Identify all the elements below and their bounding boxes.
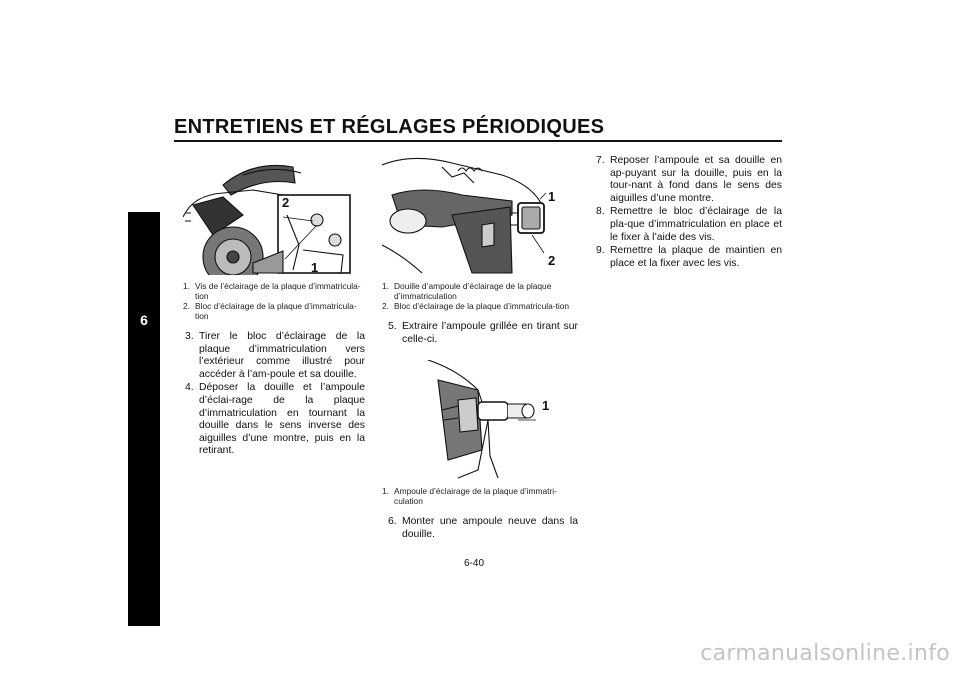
step-number: 4. xyxy=(185,382,194,394)
step-text: Tirer le bloc d’éclairage de la plaque d’immatriculation vers l’extérieur comme illustré pour accéder à l’am-poule et sa douille. xyxy=(199,331,365,380)
step-number: 5. xyxy=(388,321,397,332)
caption-number: 1. xyxy=(183,281,190,291)
figure-a-captions xyxy=(183,281,365,321)
column-2 xyxy=(382,155,578,542)
step-number: 8. xyxy=(596,206,605,218)
step-text: Remettre la plaque de maintien en place et la fixer avec les vis. xyxy=(610,245,782,269)
chapter-number: 6 xyxy=(140,312,148,328)
caption-item xyxy=(183,301,365,321)
step-text: Monter une ampoule neuve dans la douille. xyxy=(402,516,578,540)
caption-text: Vis de l’éclairage de la plaque d’immatricula-tion xyxy=(195,281,361,301)
page-number: 6-40 xyxy=(464,558,485,569)
page-title: ENTRETIENS ET RÉGLAGES PÉRIODIQUES xyxy=(174,116,605,138)
steps-list-col3 xyxy=(596,155,782,270)
caption-item xyxy=(382,281,578,301)
step-item xyxy=(596,206,782,244)
step-number: 7. xyxy=(596,155,605,166)
step-text: Remettre le bloc d’éclairage de la pla-que d’immatriculation en place et le fixer à l’aide des vis. xyxy=(610,206,782,243)
step-number: 6. xyxy=(388,516,397,528)
steps-list-col2a xyxy=(388,321,578,346)
caption-text: Bloc d’éclairage de la plaque d’immatricula-tion xyxy=(195,301,357,321)
header-rule xyxy=(174,140,782,142)
figure-c-illustration xyxy=(418,360,552,480)
figure-license-light-screws xyxy=(183,155,365,275)
column-3 xyxy=(596,155,782,271)
figure-bulb xyxy=(418,360,552,480)
callout-2: 2 xyxy=(282,195,290,210)
step-number: 3. xyxy=(185,331,194,342)
callout-2: 2 xyxy=(548,253,556,268)
step-item xyxy=(185,382,365,458)
figure-bulb-socket xyxy=(382,155,578,275)
steps-list-col2b xyxy=(388,516,578,541)
callout-1: 1 xyxy=(548,189,556,204)
chapter-tab xyxy=(128,212,160,626)
caption-number: 1. xyxy=(382,281,389,291)
caption-text: Ampoule d’éclairage de la plaque d’immatri-culation xyxy=(394,486,557,507)
caption-text: Douille d’ampoule d’éclairage de la plaque d’immatriculation xyxy=(394,281,552,301)
caption-number: 1. xyxy=(382,486,389,497)
step-number: 9. xyxy=(596,245,605,257)
step-item xyxy=(596,155,782,205)
step-text: Déposer la douille et l’ampoule d’éclai-rage de la plaque d’immatriculation en tournant la douille dans le sens inverse des aiguilles d’une montre, puis en la retirant. xyxy=(199,382,365,457)
steps-list-col1 xyxy=(185,331,365,458)
step-item xyxy=(185,331,365,381)
caption-item xyxy=(382,486,578,506)
step-text: Reposer l’ampoule et sa douille en ap-puyant sur la douille, puis en la tour-nant à fond dans le sens des aiguilles d’une montre. xyxy=(610,155,782,204)
step-item xyxy=(388,321,578,346)
caption-text: Bloc d’éclairage de la plaque d’immatricula-tion xyxy=(394,301,570,311)
step-item xyxy=(596,245,782,270)
column-1 xyxy=(183,155,365,459)
callout-1: 1 xyxy=(542,398,550,414)
figure-c-captions xyxy=(382,486,578,506)
caption-item xyxy=(382,301,578,311)
caption-number: 2. xyxy=(382,301,389,311)
callout-1: 1 xyxy=(311,260,319,275)
step-item xyxy=(388,516,578,541)
watermark-link[interactable]: carmanualsonline.info xyxy=(700,641,950,666)
caption-number: 2. xyxy=(183,301,190,311)
figure-b-captions xyxy=(382,281,578,311)
step-text: Extraire l’ampoule grillée en tirant sur celle-ci. xyxy=(402,321,578,345)
caption-item xyxy=(183,281,365,301)
figure-a-illustration xyxy=(183,155,365,275)
